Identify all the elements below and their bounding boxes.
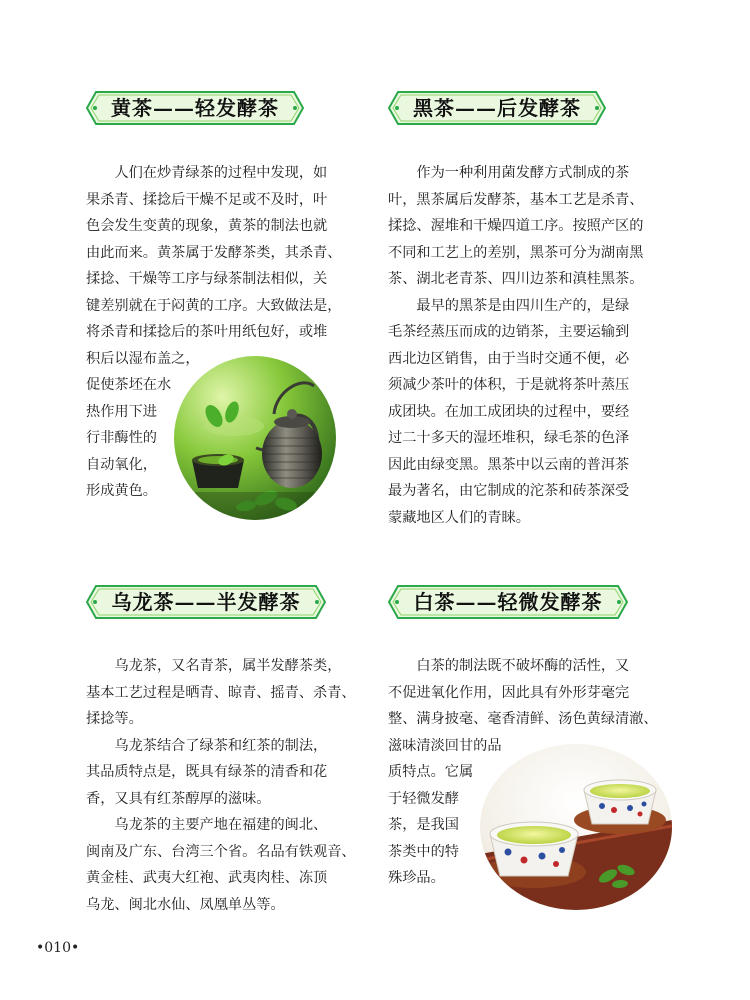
text-line: 叶，黑茶属后发酵茶，基本工艺是杀青、: [388, 191, 644, 208]
text-line: 过二十多天的湿坯堆积，绿毛茶的色泽: [388, 430, 630, 446]
page-number: •010•: [36, 940, 80, 956]
text-line: 因此由绿变黑。黑茶中以云南的普洱茶: [388, 456, 630, 473]
text-line: 毛茶经蒸压而成的边销茶，主要运输到: [388, 324, 630, 340]
text-line: 黄金桂、武夷大红袍、武夷肉桂、冻顶: [86, 870, 328, 886]
text-line: 行非酶性的: [86, 430, 157, 446]
text-line: 将杀青和揉捻后的茶叶用纸包好，或堆: [86, 324, 328, 340]
section-title-badge: [388, 91, 606, 125]
text-line: 自动氧化，: [86, 456, 157, 473]
section-title-badge: [86, 585, 326, 619]
section-title-badge: [86, 91, 304, 125]
text-line: 殊珍品。: [388, 870, 445, 886]
text-line: 成团块。在加工成团块的过程中，要经: [388, 403, 630, 420]
section-body: [388, 160, 658, 531]
section-title: 白茶——轻微发酵茶: [413, 590, 603, 614]
text-line: 闽南及广东、台湾三个省。名品有铁观音、: [86, 843, 356, 860]
text-line: 整、满身披毫、毫香清鲜、汤色黄绿清澈、: [388, 711, 658, 727]
text-line: 形成黄色。: [86, 483, 157, 499]
text-line: 乌龙茶，又名青茶，属半发酵茶类，: [114, 658, 342, 674]
text-line: 揉捻、干燥等工序与绿茶制法相似，关: [86, 271, 328, 287]
text-line: 最早的黑茶是由四川生产的，是绿: [416, 297, 630, 314]
text-line: 乌龙茶的主要产地在福建的闽北、: [114, 817, 328, 833]
section-body: [86, 653, 356, 918]
text-line: 基本工艺过程是晒青、晾青、摇青、杀青、: [86, 684, 356, 701]
text-line: 香，又具有红茶醇厚的滋味。: [86, 790, 271, 807]
text-line: 白茶的制法既不破坏酶的活性，又: [416, 658, 630, 674]
text-line: 最为著名，由它制成的沱茶和砖茶深受: [388, 483, 630, 499]
teapot-photo-icon: [174, 356, 336, 520]
text-line: 促使茶坯在水: [86, 377, 172, 393]
text-line: 色会发生变黄的现象，黄茶的制法也就: [86, 218, 328, 234]
text-line: 茶、湖北老青茶、四川边茶和滇桂黑茶。: [388, 271, 644, 287]
text-line: 积后以湿布盖之，: [86, 350, 200, 367]
teacups-photo-icon: [480, 744, 672, 910]
section-title-badge: [388, 585, 628, 619]
text-line: 不同和工艺上的差别，黑茶可分为湖南黑: [388, 244, 644, 261]
text-line: 果杀青、揉捻后干燥不足或不及时，叶: [86, 191, 328, 208]
text-line: 不促进氧化作用，因此具有外形芽毫完: [388, 684, 630, 701]
text-line: 人们在炒青绿茶的过程中发现，如: [114, 165, 328, 181]
section-title: 黑茶——后发酵茶: [413, 96, 581, 120]
text-line: 由此而来。黄茶属于发酵茶类，其杀青、: [86, 244, 342, 261]
text-line: 揉捻、渥堆和干燥四道工序。按照产区的: [388, 218, 644, 234]
text-line: 滋味清淡回甘的品: [388, 737, 502, 754]
text-line: 其品质特点是，既具有绿茶的清香和花: [86, 764, 328, 780]
text-line: 揉捻等。: [86, 711, 143, 727]
text-line: 茶，是我国: [388, 817, 459, 833]
text-line: 作为一种利用菌发酵方式制成的茶: [416, 165, 630, 181]
section-title: 黄茶——轻发酵茶: [111, 96, 279, 120]
text-line: 乌龙茶结合了绿茶和红茶的制法，: [114, 737, 328, 754]
text-line: 键差别就在于闷黄的工序。大致做法是，: [86, 297, 342, 314]
text-line: 质特点。它属: [388, 764, 474, 780]
text-line: 须减少茶叶的体积，于是就将茶叶蒸压: [388, 377, 630, 393]
text-line: 于轻微发酵: [388, 790, 459, 807]
text-line: 西北边区销售，由于当时交通不便，必: [388, 350, 630, 367]
text-line: 乌龙、闽北水仙、凤凰单丛等。: [86, 896, 285, 913]
text-line: 茶类中的特: [388, 843, 459, 860]
text-line: 热作用下进: [86, 403, 157, 420]
section-title: 乌龙茶——半发酵茶: [111, 590, 301, 614]
text-line: 蒙藏地区人们的青睐。: [388, 509, 530, 526]
